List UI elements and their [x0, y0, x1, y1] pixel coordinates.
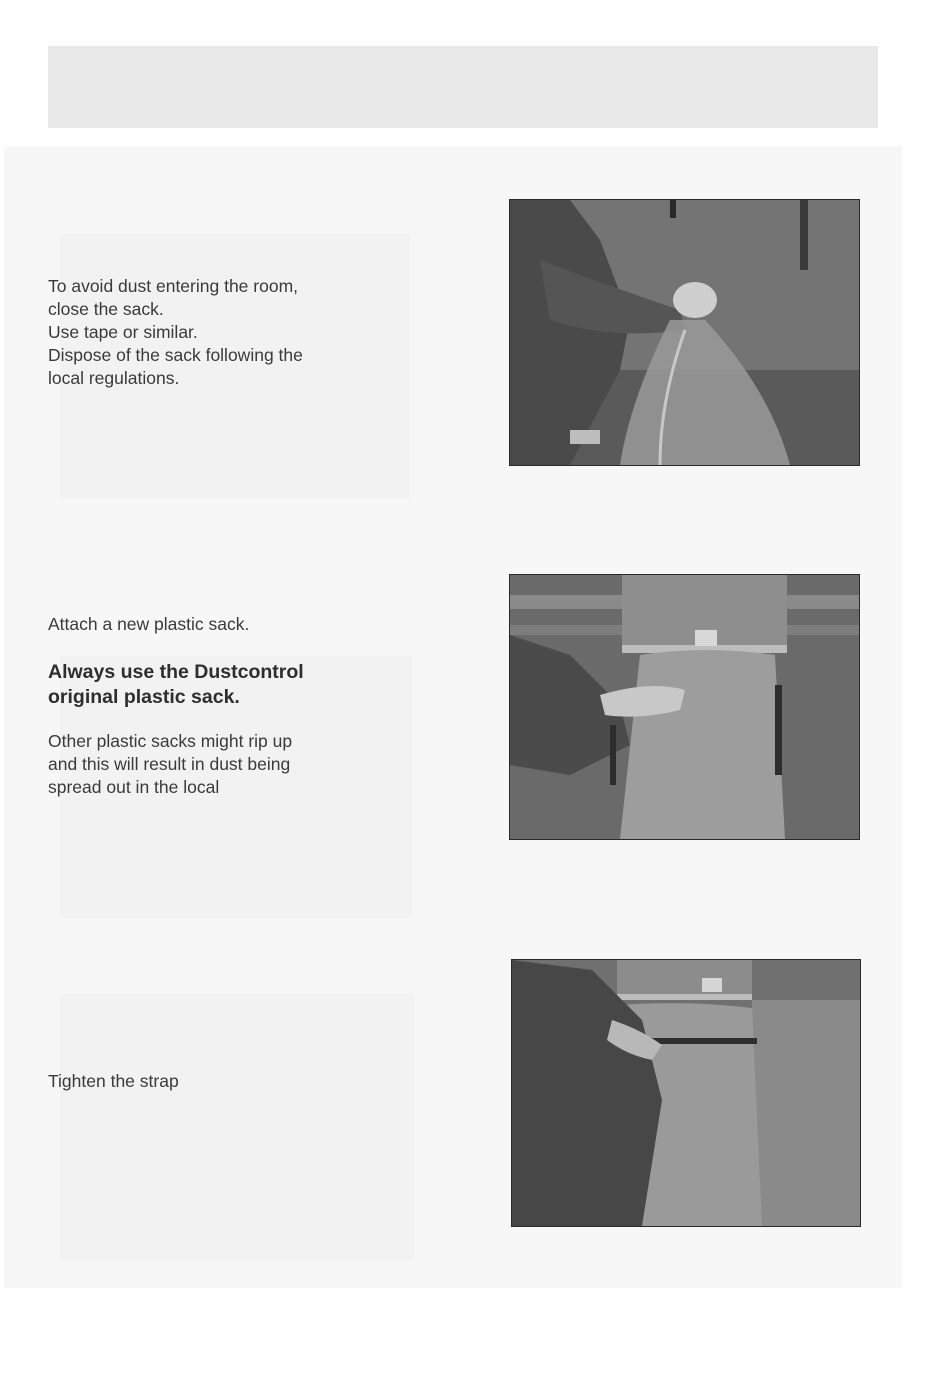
step-3-text	[48, 1070, 179, 1093]
step-2-warning-line: spread out in the local	[48, 777, 220, 797]
step-1-line: local regulations.	[48, 368, 180, 388]
step-1-line: Use tape or similar.	[48, 322, 198, 342]
step-2-warning-line: and this will result in dust being	[48, 754, 291, 774]
photo-tighten-strap	[511, 959, 861, 1227]
step-1-line: close the sack.	[48, 299, 164, 319]
photo-close-sack	[509, 199, 860, 466]
step-2-emphasis-line: Always use the Dustcontrol	[48, 661, 304, 683]
step-1-line: To avoid dust entering the room,	[48, 276, 299, 296]
step-1-text	[48, 275, 303, 390]
step-1-line: Dispose of the sack following the	[48, 345, 303, 365]
step-2-intro: Attach a new plastic sack.	[48, 614, 250, 634]
faint-background-panel	[60, 994, 414, 1260]
step-2-emphasis-line: original plastic sack.	[48, 686, 240, 708]
step-3-line: Tighten the strap	[48, 1071, 179, 1091]
step-2-text	[48, 613, 304, 799]
step-2-warning-line: Other plastic sacks might rip up	[48, 731, 293, 751]
photo-attach-sack	[509, 574, 860, 840]
header-band	[48, 46, 878, 128]
